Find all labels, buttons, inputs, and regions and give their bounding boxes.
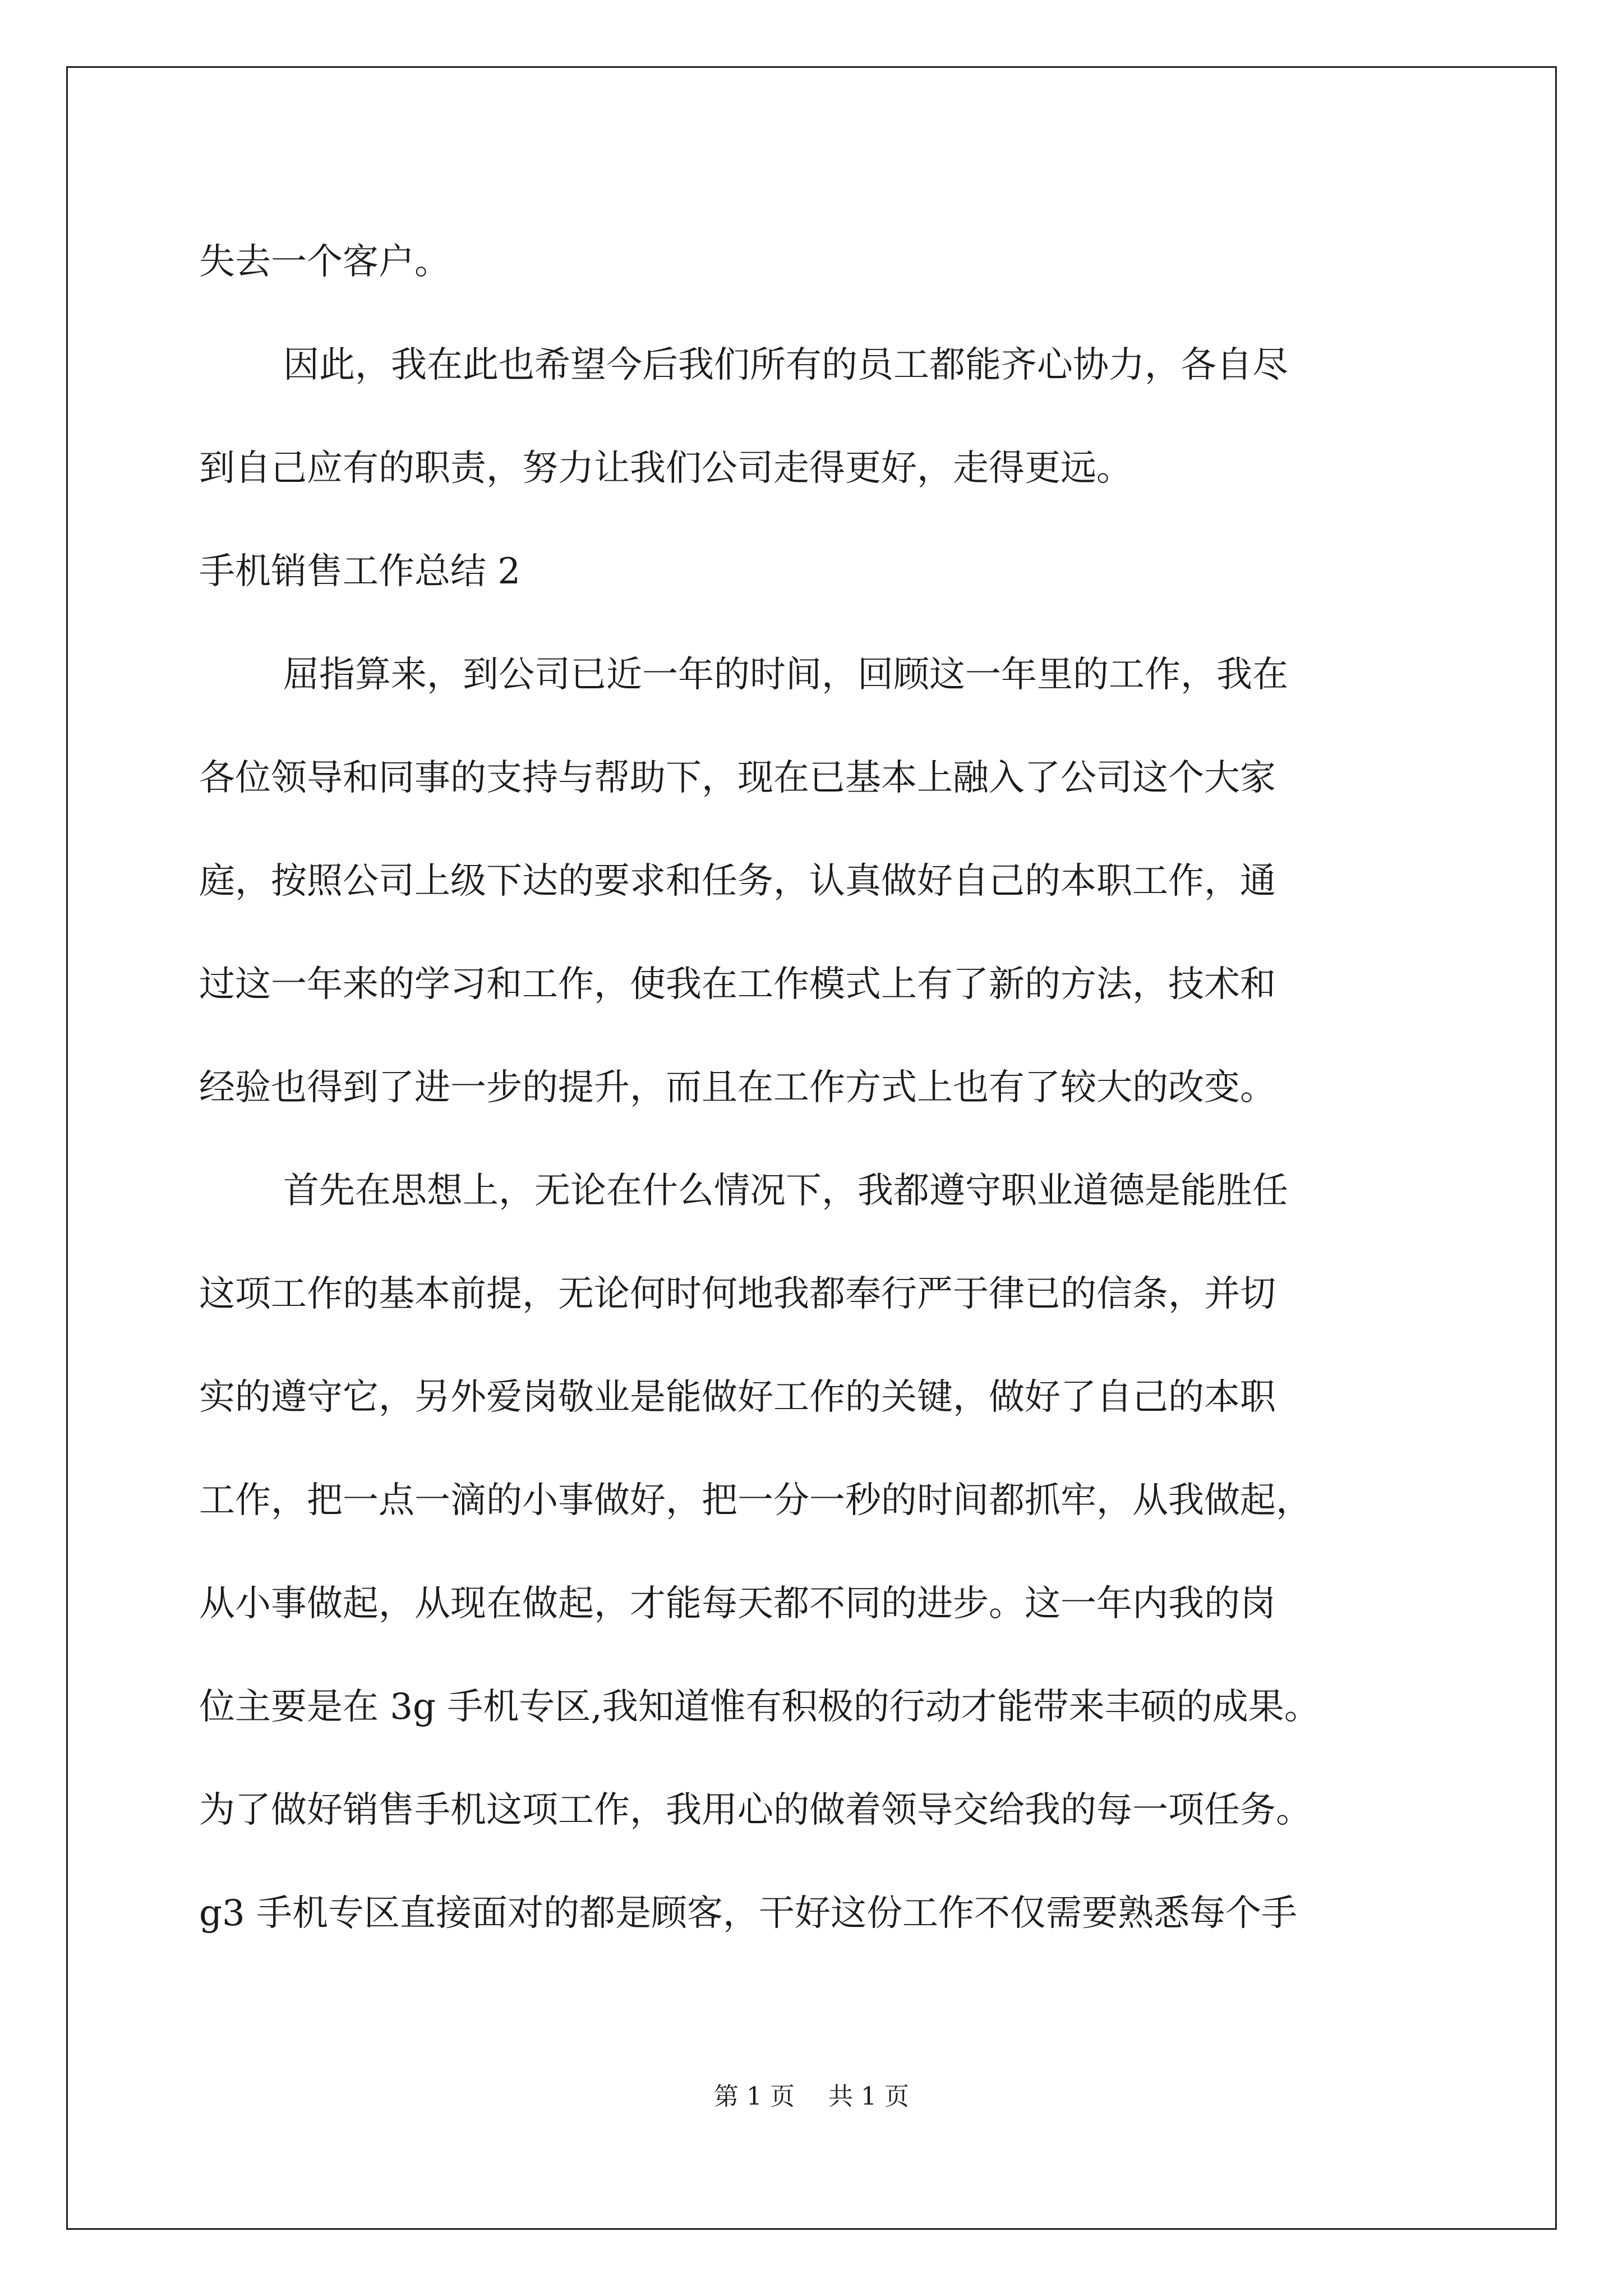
page-number: 第 1 页	[714, 2082, 795, 2111]
body-line: g3 手机专区直接面对的都是顾客，干好这份工作不仅需要熟悉每个手	[199, 1893, 1298, 1934]
body-line: 实的遵守它，另外爱岗敬业是能做好工作的关键，做好了自己的本职	[199, 1377, 1276, 1418]
page-total: 共 1 页	[828, 2082, 909, 2111]
body-line: 位主要是在 3g 手机专区,我知道惟有积极的行动才能带来丰硕的成果。	[199, 1686, 1320, 1728]
body-line: 这项工作的基本前提，无论何时何地我都奉行严于律已的信条，并切	[199, 1273, 1276, 1315]
body-line: 从小事做起，从现在做起，才能每天都不同的进步。这一年内我的岗	[199, 1583, 1276, 1625]
body-line: 过这一年来的学习和工作，使我在工作模式上有了新的方法，技术和	[199, 964, 1276, 1005]
paragraph-line: 屈指算来，到公司已近一年的时间，回顾这一年里的工作，我在	[283, 654, 1288, 696]
section-heading: 手机销售工作总结 2	[199, 551, 521, 592]
body-line: 为了做好销售手机这项工作，我用心的做着领导交给我的每一项任务。	[199, 1789, 1312, 1831]
page-footer	[0, 2080, 1623, 2114]
body-line: 庭，按照公司上级下达的要求和任务，认真做好自己的本职工作，通	[199, 861, 1276, 902]
body-line: 经验也得到了进一步的提升，而且在工作方式上也有了较大的改变。	[199, 1067, 1276, 1108]
paragraph-line: 首先在思想上，无论在什么情况下，我都遵守职业道德是能胜任	[283, 1170, 1288, 1212]
body-line: 失去一个客户。	[199, 241, 450, 283]
body-line: 工作，把一点一滴的小事做好，把一分一秒的时间都抓牢，从我做起，	[199, 1480, 1312, 1521]
body-line: 各位领导和同事的支持与帮助下，现在已基本上融入了公司这个大家	[199, 757, 1276, 799]
body-line: 到自己应有的职责，努力让我们公司走得更好，走得更远。	[199, 448, 1132, 489]
paragraph-line: 因此，我在此也希望今后我们所有的员工都能齐心协力，各自尽	[283, 344, 1288, 386]
